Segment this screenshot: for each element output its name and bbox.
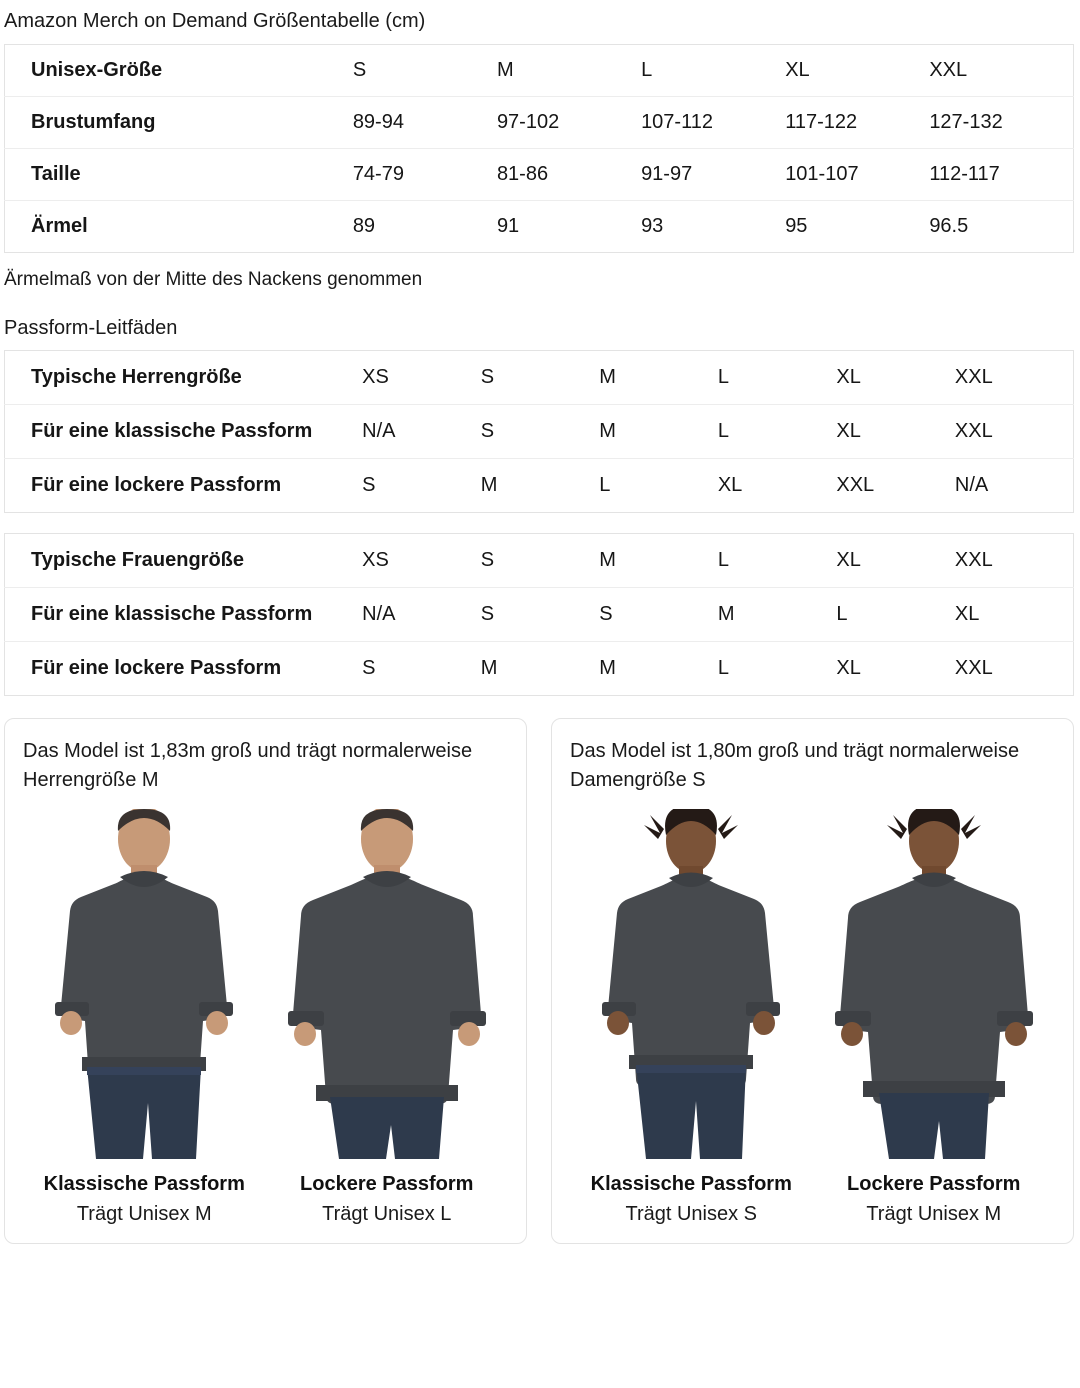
unisex-size-table (4, 44, 1074, 253)
cell: XL (785, 45, 929, 97)
cell: M (480, 657, 498, 679)
model-caption: Das Model ist 1,80m groß und trägt normalerweise Damengröße S (570, 740, 1020, 791)
row-label: Unisex-Größe (5, 45, 353, 97)
cell: XL (836, 657, 861, 679)
fit-name: Lockere Passform (847, 1173, 1021, 1195)
table-spacer (0, 513, 1080, 533)
cell: S (353, 45, 497, 97)
cell: 95 (785, 215, 808, 237)
model-figures (23, 809, 508, 1159)
cell: XXL (836, 474, 875, 496)
cell: XS (362, 534, 481, 588)
cell: S (481, 405, 600, 459)
figure-label (570, 1169, 813, 1229)
cell: S (481, 351, 600, 405)
cell: S (481, 534, 600, 588)
fit-name: Klassische Passform (43, 1173, 245, 1195)
cell: 81-86 (497, 149, 641, 201)
table-row (5, 45, 1074, 97)
row-label: Typische Frauengröße (5, 534, 363, 588)
womens-fit-guide-table (4, 533, 1074, 696)
cell: M (599, 534, 718, 588)
cell: 101-107 (785, 149, 929, 201)
cell: M (599, 657, 616, 679)
cell: 91-97 (641, 149, 785, 201)
mens-fit-guide-table (4, 350, 1074, 513)
cell: S (362, 657, 376, 679)
fit-size: Trägt Unisex L (322, 1203, 452, 1225)
table-row (5, 201, 1074, 253)
model-cards (4, 718, 1074, 1244)
model-figure-labels (570, 1169, 1055, 1229)
cell: 74-79 (353, 149, 497, 201)
table-row (5, 405, 1074, 459)
row-label: Für eine lockere Passform (31, 657, 282, 679)
model-figure-classic-male (25, 809, 263, 1159)
male-classic-fit-illustration (25, 809, 263, 1159)
cell: XXL (929, 45, 1073, 97)
cell: M (599, 351, 718, 405)
row-label: Brustumfang (5, 97, 353, 149)
fit-size: Trägt Unisex M (76, 1203, 212, 1225)
cell: 89-94 (353, 97, 497, 149)
table-row (5, 97, 1074, 149)
row-label: Taille (5, 149, 353, 201)
cell: XXL (955, 405, 1074, 459)
cell: XXL (954, 657, 993, 679)
model-figure-classic-female (572, 809, 810, 1159)
fit-name: Lockere Passform (300, 1173, 474, 1195)
cell: XXL (955, 534, 1074, 588)
figure-label (23, 1169, 266, 1229)
model-figure-labels (23, 1169, 508, 1229)
row-label: Typische Herrengröße (5, 351, 363, 405)
cell: 127-132 (929, 97, 1073, 149)
cell: L (718, 534, 837, 588)
table-row (5, 534, 1074, 588)
cell: 89 (352, 215, 376, 237)
cell: XL (836, 534, 955, 588)
table-row (5, 149, 1074, 201)
cell: M (480, 474, 498, 496)
female-relaxed-fit-illustration (815, 809, 1053, 1159)
male-relaxed-fit-illustration (268, 809, 506, 1159)
cell: 91 (496, 215, 520, 237)
cell: XL (836, 351, 955, 405)
fit-size: Trägt Unisex M (866, 1203, 1002, 1225)
cell: L (641, 45, 785, 97)
table-row (5, 642, 1074, 696)
cell: 117-122 (785, 97, 929, 149)
cell: 93 (641, 215, 664, 237)
model-figure-relaxed-female (815, 809, 1053, 1159)
row-label: Für eine lockere Passform (31, 474, 282, 496)
table-row (5, 351, 1074, 405)
row-label: Für eine klassische Passform (5, 588, 363, 642)
cell: L (836, 588, 955, 642)
cell: XS (362, 351, 481, 405)
female-classic-fit-illustration (572, 809, 810, 1159)
cell: S (599, 588, 718, 642)
table-row (5, 588, 1074, 642)
cell: 107-112 (641, 97, 785, 149)
cell: N/A (362, 405, 481, 459)
cell: 97-102 (497, 97, 641, 149)
fit-size: Trägt Unisex S (625, 1203, 758, 1225)
model-figures (570, 809, 1055, 1159)
sleeve-measurement-note: Ärmelmaß von der Mitte des Nackens genommen (4, 269, 423, 290)
model-figure-relaxed-male (268, 809, 506, 1159)
cell: S (481, 588, 600, 642)
cell: XL (955, 588, 1074, 642)
cell: L (718, 405, 837, 459)
row-label: Für eine klassische Passform (5, 405, 363, 459)
cell: L (718, 351, 837, 405)
fit-name: Klassische Passform (590, 1173, 792, 1195)
fit-guides-label: Passform-Leitfäden (4, 317, 178, 339)
cell: M (718, 588, 837, 642)
figure-label (266, 1169, 509, 1229)
cell: XL (717, 474, 743, 496)
cell: M (497, 45, 641, 97)
cell: N/A (954, 474, 989, 496)
cell: XL (836, 405, 955, 459)
model-card-male (4, 718, 527, 1244)
cell: 112-117 (929, 149, 1073, 201)
model-caption: Das Model ist 1,83m groß und trägt normalerweise Herrengröße M (23, 740, 473, 791)
cell: M (599, 405, 718, 459)
model-card-female (551, 718, 1074, 1244)
cell: L (599, 474, 611, 496)
cell: N/A (362, 588, 481, 642)
row-label: Ärmel (31, 215, 88, 237)
figure-label (813, 1169, 1056, 1229)
cell: S (362, 474, 376, 496)
cell: XXL (955, 351, 1074, 405)
table-row (5, 459, 1074, 513)
cell: L (717, 657, 729, 679)
page-title: Amazon Merch on Demand Größentabelle (cm) (4, 10, 426, 32)
cell: 96.5 (929, 215, 969, 237)
